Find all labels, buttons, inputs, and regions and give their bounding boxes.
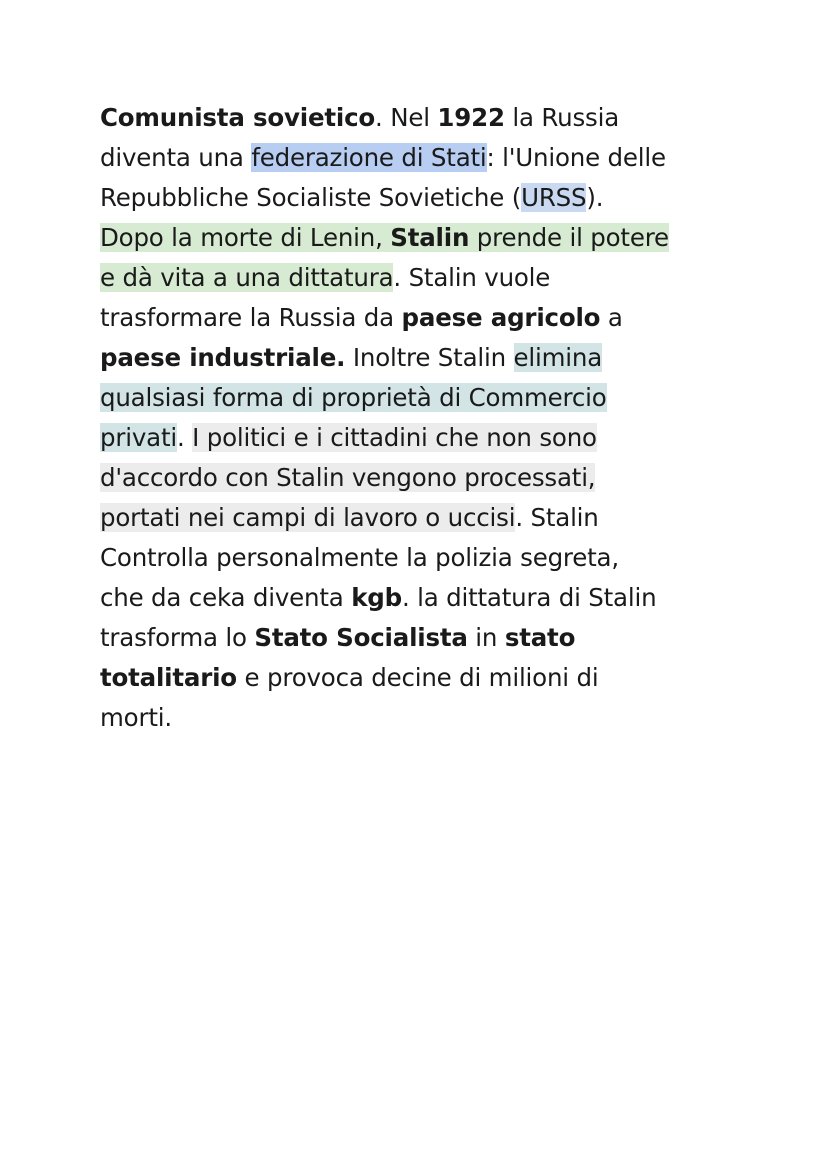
text-run: Inoltre Stalin (345, 343, 514, 372)
text-run: che da ceka diventa (100, 583, 352, 612)
text-run: trasforma lo (100, 623, 255, 652)
bold-term: Comunista sovietico (100, 103, 376, 132)
text-run: la Russia (504, 103, 620, 132)
text-line (100, 538, 740, 578)
text-line (100, 498, 740, 538)
text-line (100, 458, 740, 498)
text-line (100, 658, 740, 698)
text-line (100, 98, 740, 138)
highlighted-text: I politici e i cittadini che non sono (192, 423, 597, 452)
bold-term: paese agricolo (401, 303, 601, 332)
highlighted-text: elimina (513, 343, 603, 372)
text-run: Controlla personalmente la polizia segreta, (100, 543, 619, 572)
text-line (100, 418, 740, 458)
text-run: diventa una (100, 143, 252, 172)
highlighted-text: portati nei campi di lavoro o uccisi (100, 503, 516, 532)
text-run: trasformare la Russia da (100, 303, 402, 332)
text-run: ). (586, 183, 604, 212)
bold-term: stato (504, 623, 576, 652)
highlighted-text: prende il potere (469, 223, 669, 252)
text-line (100, 578, 740, 618)
text-line (100, 338, 740, 378)
bold-term: Stato Socialista (254, 623, 468, 652)
text-line (100, 218, 740, 258)
text-line (100, 258, 740, 298)
text-run: morti. (100, 703, 172, 732)
bold-term: totalitario (100, 663, 237, 692)
paragraph (100, 98, 740, 738)
text-line (100, 618, 740, 658)
text-run: . Stalin (515, 503, 599, 532)
highlighted-text: URSS (521, 183, 587, 212)
text-line (100, 178, 740, 218)
highlighted-bold-term: Stalin (390, 223, 470, 252)
text-run: a (600, 303, 623, 332)
highlighted-text: d'accordo con Stalin vengono processati, (100, 463, 596, 492)
highlighted-text: Dopo la morte di Lenin, (100, 223, 391, 252)
text-run: . la dittatura di Stalin (401, 583, 657, 612)
highlighted-text: privati (100, 423, 177, 452)
text-line (100, 298, 740, 338)
text-line (100, 138, 740, 178)
text-line (100, 698, 740, 738)
highlighted-text: e dà vita a una dittatura (100, 263, 394, 292)
text-run: e provoca decine di milioni di (236, 663, 599, 692)
bold-term: paese industriale. (100, 343, 346, 372)
text-run: Repubbliche Socialiste Sovietiche ( (100, 183, 522, 212)
highlighted-text: federazione di Stati (251, 143, 487, 172)
text-run: . Nel (375, 103, 438, 132)
text-run: : l'Unione delle (486, 143, 666, 172)
text-run: in (467, 623, 505, 652)
bold-term: kgb (351, 583, 402, 612)
bold-term: 1922 (437, 103, 505, 132)
text-line (100, 378, 740, 418)
text-run: . Stalin vuole (393, 263, 551, 292)
text-run: . (176, 423, 193, 452)
highlighted-text: qualsiasi forma di proprietà di Commercio (100, 383, 607, 412)
